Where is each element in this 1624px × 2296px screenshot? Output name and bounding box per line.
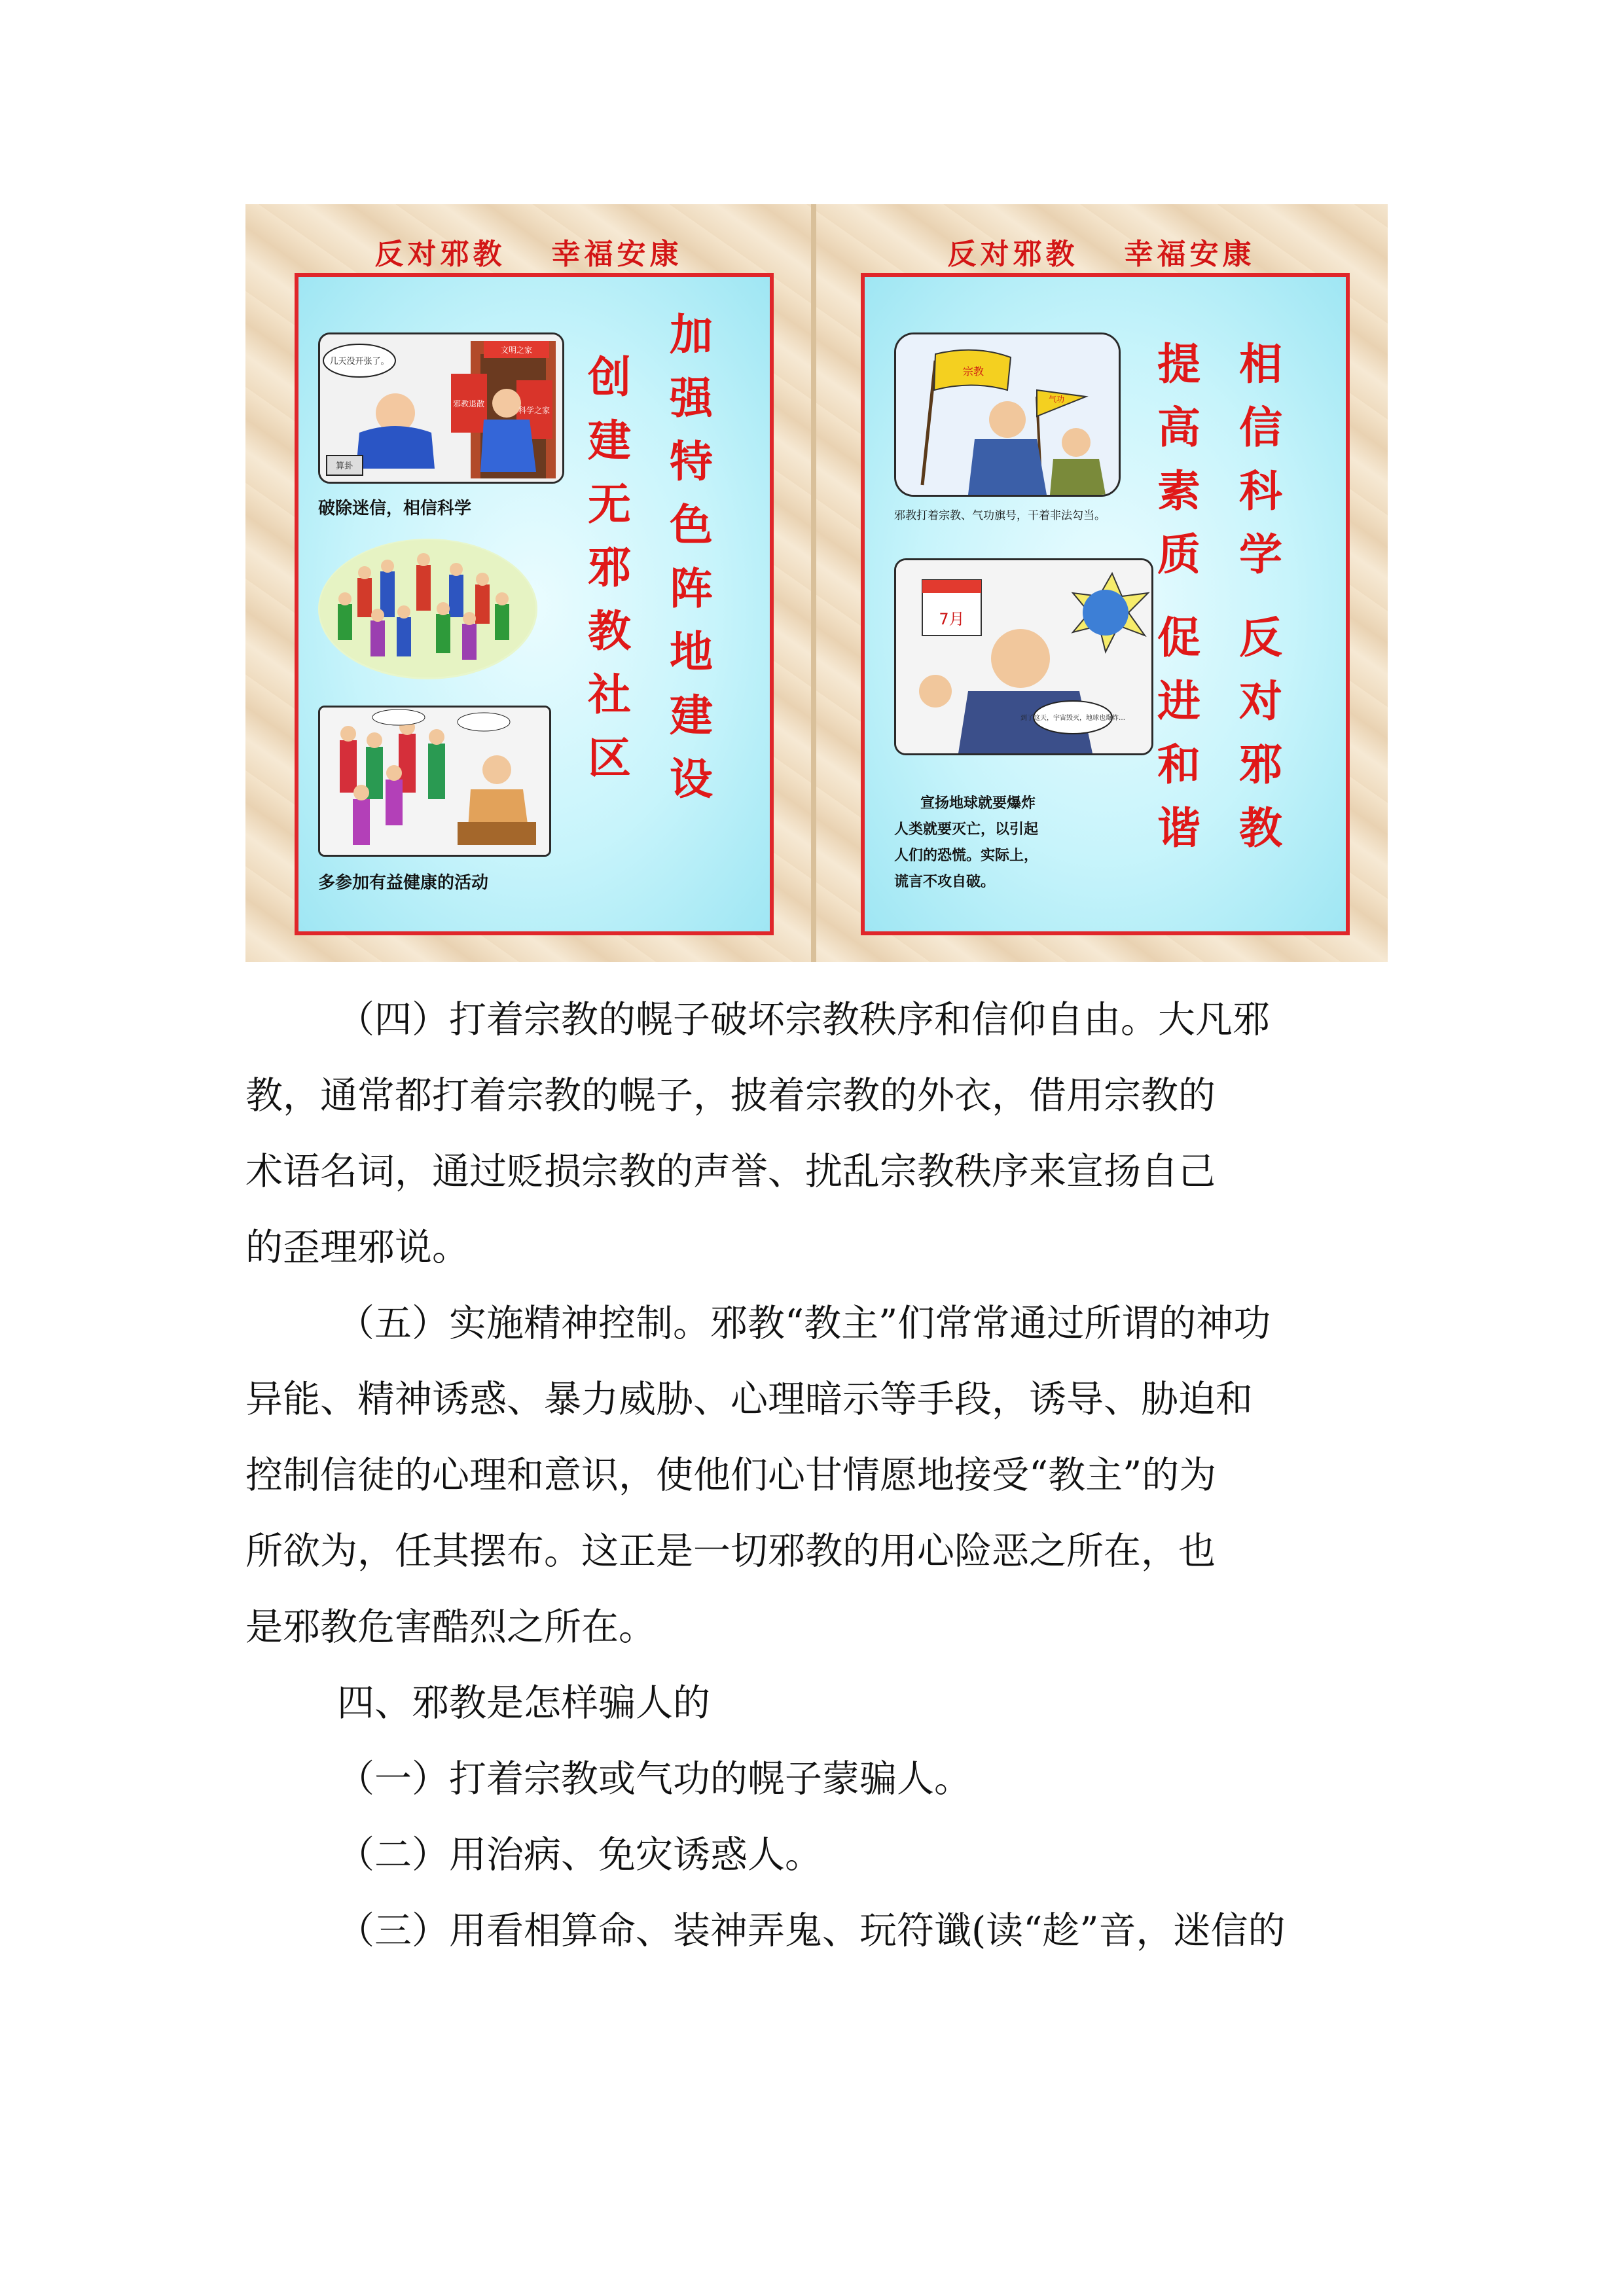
cartoon1-sign2: 邪教退散: [452, 399, 485, 408]
poster-right-header: [815, 230, 1388, 272]
slogan-char: 邪: [1239, 740, 1282, 790]
caption-line: 谎言不攻自破。: [894, 874, 996, 890]
slogan-char: 谐: [1157, 803, 1200, 853]
slogan-char: 提: [1157, 339, 1200, 389]
list-item-one: [245, 1741, 1388, 1817]
doomsday-bubble-text: 到了这天，宇宙毁灭，地球也爆炸…: [1020, 715, 1125, 722]
cartoon1-sign4: 算卦: [335, 461, 353, 471]
flag-qigong-text: 气功: [1048, 395, 1065, 404]
cartoon-superstition: [318, 332, 564, 484]
poster-left-board: [295, 273, 774, 935]
slogan-char: 科: [1239, 466, 1282, 516]
text-line: （四）打着宗教的幌子破坏宗教秩序和信仰自由。大凡邪: [337, 998, 1270, 1041]
slogan-char: 加: [670, 310, 713, 360]
poster-image: [245, 204, 1388, 962]
list-item-text: （二）用治病、免灾诱惑人。: [337, 1833, 822, 1876]
slogan-char: 阵: [670, 564, 713, 614]
cartoon-crowd-drawing: [318, 539, 537, 679]
slogan-char: 信: [1239, 403, 1282, 453]
cartoon-flags-drawing: [896, 334, 1119, 495]
slogan-char: 相: [1239, 339, 1282, 389]
slogan-char: 促: [1157, 613, 1200, 663]
cartoon3-caption: 多参加有益健康的活动: [318, 873, 489, 893]
cartoon-doomsday-caption: [894, 791, 1156, 895]
text-line: 的歪理邪说。: [245, 1226, 469, 1269]
header-part-b: 幸福安康: [1124, 238, 1255, 271]
slogan-char: 邪: [588, 543, 631, 593]
cartoon-healthy-activities: [318, 706, 551, 857]
poster-left-panel: [245, 204, 812, 962]
text-line: 是邪教危害酷烈之所在。: [245, 1605, 656, 1649]
list-item-two: [245, 1817, 1388, 1893]
cartoon1-caption: 破除迷信，相信科学: [318, 499, 472, 518]
text-line: 术语名词，通过贬损宗教的声誉、扰乱宗教秩序来宣扬自己: [245, 1150, 1216, 1193]
cartoon-crowd: [318, 539, 537, 679]
list-item-three: [245, 1893, 1388, 1969]
slogan-char: 地: [670, 627, 713, 677]
slogan-char: 高: [1157, 403, 1200, 453]
cartoon1-sign1: 文明之家: [500, 346, 533, 355]
cartoon1-sign3: 科学之家: [518, 406, 550, 415]
text-line: 所欲为，任其摆布。这正是一切邪教的用心险恶之所在，也: [245, 1530, 1216, 1573]
slogan-char: 建: [588, 416, 631, 466]
slogan-right-col-strengthen: [665, 303, 717, 811]
slogan-char: 质: [1157, 529, 1200, 580]
slogan-char: 区: [588, 733, 631, 783]
header-part-a: 反对邪教: [947, 238, 1079, 271]
slogan-char: 进: [1157, 676, 1200, 726]
slogan-right-col-believe: [1235, 332, 1287, 860]
slogan-char: 教: [1239, 803, 1282, 853]
header-part-a: 反对邪教: [374, 238, 506, 271]
cartoon-superstition-drawing: [320, 334, 562, 482]
slogan-char: 和: [1157, 740, 1200, 790]
poster-right-board: [861, 273, 1350, 935]
slogan-char: 无: [588, 479, 631, 529]
slogan-char: 色: [670, 500, 713, 550]
slogan-char: 教: [588, 606, 631, 656]
text-line: 控制信徒的心理和意识，使他们心甘情愿地接受“教主”的为: [245, 1454, 1217, 1497]
slogan-char: 对: [1239, 676, 1282, 726]
poster-left-header: [245, 230, 812, 272]
flag-religion-text: 宗教: [962, 365, 984, 378]
slogan-left-col-improve: [1153, 332, 1205, 860]
slogan-char: 社: [588, 670, 631, 720]
slogan-char: 反: [1239, 613, 1282, 663]
cartoon-doomsday-drawing: [896, 560, 1151, 753]
text-line: 教，通常都打着宗教的幌子，披着宗教的外衣，借用宗教的: [245, 1074, 1216, 1117]
section-heading-text: 四、邪教是怎样骗人的: [337, 1681, 710, 1725]
cartoon-doomsday: [894, 558, 1153, 755]
paragraph-four: [245, 982, 1388, 1285]
cartoon-healthy-drawing: [320, 708, 549, 855]
slogan-char: 学: [1239, 529, 1282, 580]
list-item-text: （三）用看相算命、装神弄鬼、玩符谶(读“趁”音，迷信的: [337, 1909, 1286, 1952]
calendar-text: 7月: [939, 610, 965, 628]
poster-right-panel: [815, 204, 1388, 962]
slogan-char: 设: [670, 754, 713, 804]
slogan-char: 建: [670, 691, 713, 741]
caption-line: 人们的恐慌。实际上，: [894, 848, 1039, 864]
text-line: 异能、精神诱惑、暴力威胁、心理暗示等手段，诱导、胁迫和: [245, 1378, 1253, 1421]
cartoon-flags: [894, 332, 1121, 497]
header-part-b: 幸福安康: [551, 238, 683, 271]
slogan-char: 强: [670, 373, 713, 423]
slogan-char: 素: [1157, 466, 1200, 516]
list-item-text: （一）打着宗教或气功的幌子蒙骗人。: [337, 1757, 971, 1801]
slogan-char: 创: [588, 352, 631, 403]
cartoon-flags-caption: 邪教打着宗教、气功旗号，干着非法勾当。: [894, 509, 1106, 522]
paragraph-five: [245, 1285, 1388, 1665]
slogan-left-col-create: [583, 346, 636, 790]
section-heading: [245, 1665, 1388, 1741]
text-line: （五）实施精神控制。邪教“教主”们常常通过所谓的神功: [337, 1302, 1271, 1345]
slogan-char: 特: [670, 437, 713, 487]
caption-line: 宣扬地球就要爆炸: [920, 795, 1036, 812]
caption-line: 人类就要灭亡，以引起: [894, 821, 1039, 838]
cartoon1-bubble-text: 几天没开张了。: [329, 357, 389, 367]
